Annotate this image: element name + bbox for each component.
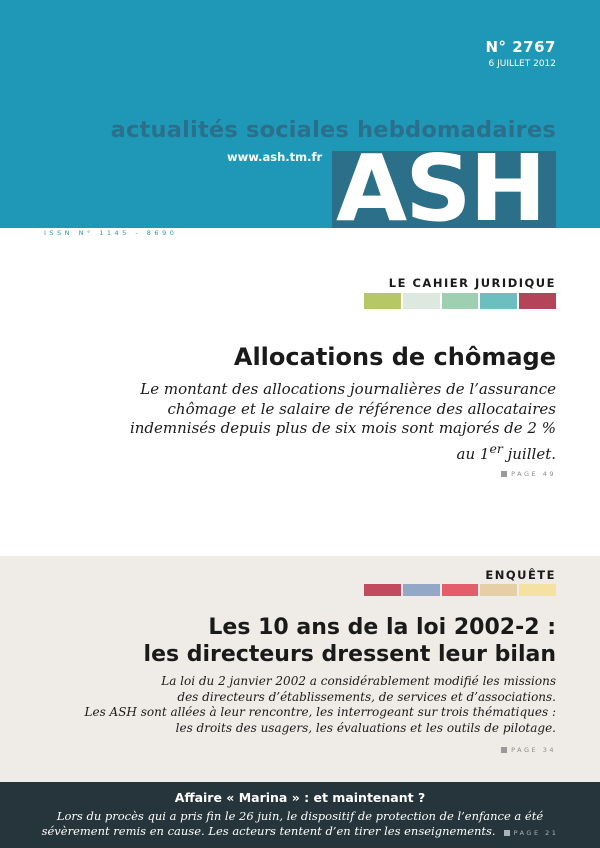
page-ref-label: PAGE 49 — [511, 470, 556, 478]
colorbar-swatch — [403, 293, 440, 309]
footer-summary — [0, 809, 600, 840]
page-ref-label: PAGE 34 — [511, 746, 556, 754]
square-icon — [501, 471, 507, 477]
website-url[interactable]: www.ash.tm.fr — [227, 150, 323, 164]
enquete-colorbar — [364, 584, 556, 596]
summary-text-end: juillet. — [502, 444, 556, 463]
colorbar-swatch — [519, 584, 556, 596]
summary-line: des directeurs d’établissements, de services et d’associations. — [177, 689, 556, 704]
title-line: les directeurs dressent leur bilan — [143, 642, 556, 667]
page-ref-label: PAGE 21 — [513, 828, 559, 837]
article-summary-loi-2002-2 — [36, 674, 556, 736]
colorbar-swatch — [480, 293, 517, 309]
section-label-cahier-juridique: LE CAHIER JURIDIQUE — [388, 276, 556, 290]
publication-name: actualités sociales hebdomadaires — [110, 117, 556, 143]
colorbar-swatch — [364, 293, 401, 309]
square-icon — [501, 747, 507, 753]
masthead — [0, 0, 600, 228]
article-title-allocations[interactable]: Allocations de chômage — [233, 343, 556, 371]
colorbar-swatch — [364, 584, 401, 596]
colorbar-swatch — [442, 293, 479, 309]
page-ref-34[interactable] — [501, 746, 556, 754]
section-label-enquete: ENQUÊTE — [485, 568, 556, 582]
colorbar-swatch — [403, 584, 440, 596]
footer-line: sévèrement remis en cause. Les acteurs tentent d’en tirer les enseignements. — [41, 823, 496, 838]
square-icon — [504, 830, 510, 836]
issue-date: 6 JUILLET 2012 — [488, 59, 556, 69]
ash-logo — [332, 151, 556, 228]
ash-logo-text: ASH — [336, 151, 545, 228]
page-ref-21[interactable] — [504, 829, 559, 837]
article-summary-allocations — [116, 380, 556, 464]
page-ref-49[interactable] — [501, 470, 556, 478]
cahier-colorbar — [364, 293, 556, 309]
summary-text: Le montant des allocations journalières de l’assurance chômage et le salaire de référence des allocataires indemnisés depuis plus de six mois sont majorés de 2 % au 1 — [129, 380, 556, 463]
footer-teaser — [0, 782, 600, 848]
summary-line: La loi du 2 janvier 2002 a considérablement modifié les missions — [161, 674, 556, 688]
colorbar-swatch — [519, 293, 556, 309]
summary-line: Les ASH sont allées à leur rencontre, les interrogeant sur trois thématiques : — [84, 705, 556, 719]
title-line: Les 10 ans de la loi 2002-2 : — [208, 615, 556, 640]
summary-superscript: er — [489, 440, 503, 456]
issn: ISSN N° 1145 - 8690 — [44, 229, 178, 237]
article-title-loi-2002-2[interactable] — [144, 614, 556, 668]
issue-number: N° 2767 — [485, 38, 556, 56]
colorbar-swatch — [442, 584, 479, 596]
colorbar-swatch — [480, 584, 517, 596]
footer-line: Lors du procès qui a pris fin le 26 juin, le dispositif de protection de l’enfance a été — [56, 809, 544, 823]
footer-title[interactable]: Affaire « Marina » : et maintenant ? — [174, 790, 426, 805]
summary-line: les droits des usagers, les évaluations et les outils de pilotage. — [175, 720, 556, 735]
